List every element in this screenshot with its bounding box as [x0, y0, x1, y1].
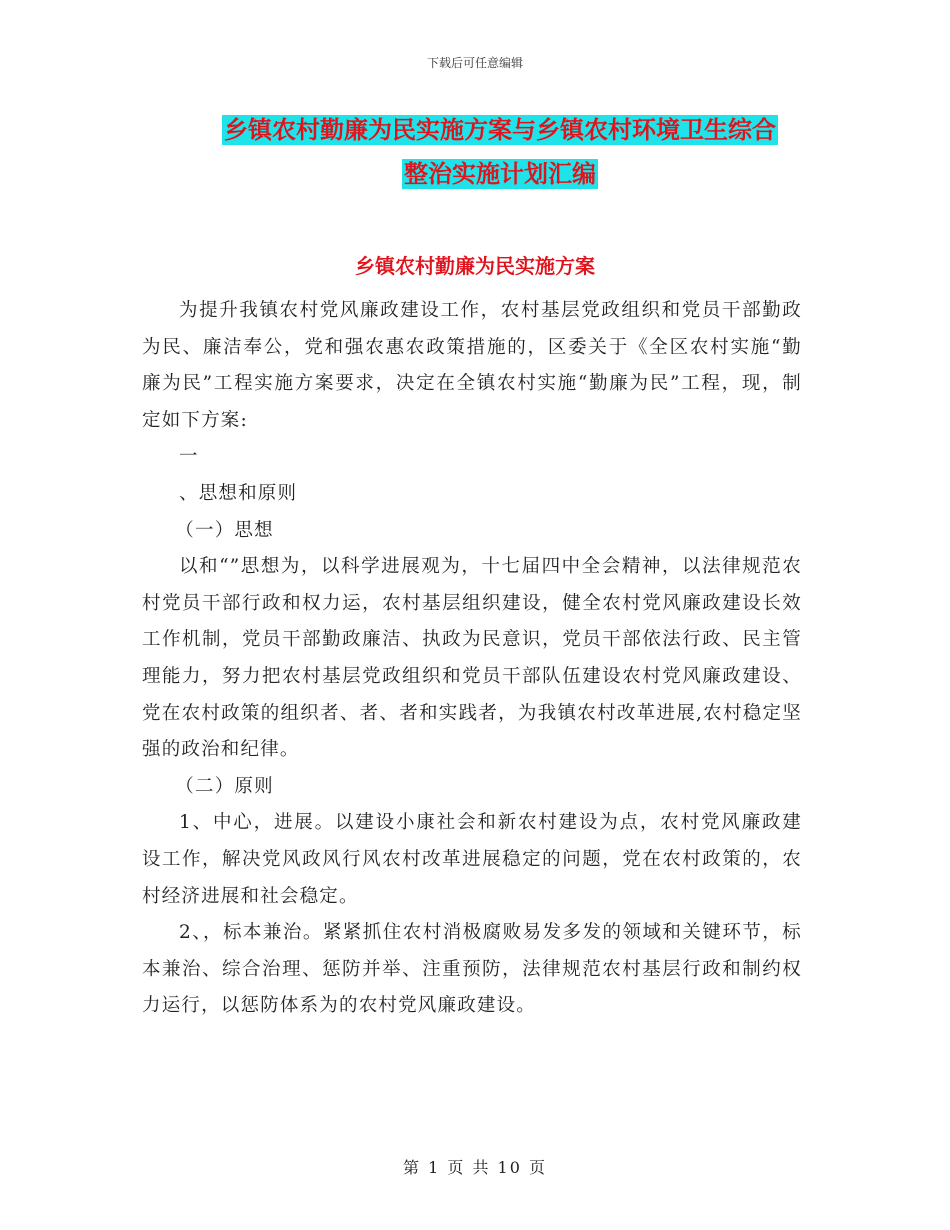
document-title — [140, 108, 860, 196]
paragraph: （二）原则 — [175, 775, 274, 797]
title-line-2: 整治实施计划汇编 — [404, 160, 596, 188]
document-body — [142, 293, 802, 1025]
paragraph: 为提升我镇农村党风廉政建设工作，农村基层党政组织和党员干部勤政为民、廉洁奉公，党和强农惠农政策措施的，区委关于《全区农村实施“勤廉为民”工程实施方案要求，决定在全镇农村实施“勤廉为民”工程，现，制定如下方案: — [142, 300, 802, 431]
paragraph: 、思想和原则 — [179, 482, 298, 504]
section-title: 乡镇农村勤廉为民实施方案 — [355, 254, 595, 278]
paragraph: 1、中心，进展。以建设小康社会和新农村建设为点，农村党风廉政建设工作，解决党风政风行风农村改革进展稳定的问题，党在农村政策的，农村经济进展和社会稳定。 — [142, 812, 802, 907]
header-note: 下载后可任意编辑 — [426, 56, 523, 70]
paragraph: 一 — [179, 446, 199, 468]
page-footer: 第 1 页 共 10 页 — [403, 1158, 547, 1177]
paragraph: （一）思想 — [175, 519, 274, 541]
title-line-1: 乡镇农村勤廉为民实施方案与乡镇农村环境卫生综合 — [224, 116, 776, 144]
paragraph: 2、，标本兼治。紧紧抓住农村消极腐败易发多发的领域和关键环节，标本兼治、综合治理、惩防并举、注重预防，法律规范农村基层行政和制约权力运行，以惩防体系为的农村党风廉政建设。 — [142, 922, 802, 1017]
paragraph: 以和“”思想为，以科学进展观为，十七届四中全会精神，以法律规范农村党员干部行政和权力运，农村基层组织建设，健全农村党风廉政建设长效工作机制，党员干部勤政廉洁、执政为民意识，党员干部依法行政、民主管理能力，努力把农村基层党政组织和党员干部队伍建设农村党风廉政建设、党在农村政策的组织者、者、者和实践者，为我镇农村改革进展,农村稳定坚强的政治和纪律。 — [142, 556, 802, 761]
